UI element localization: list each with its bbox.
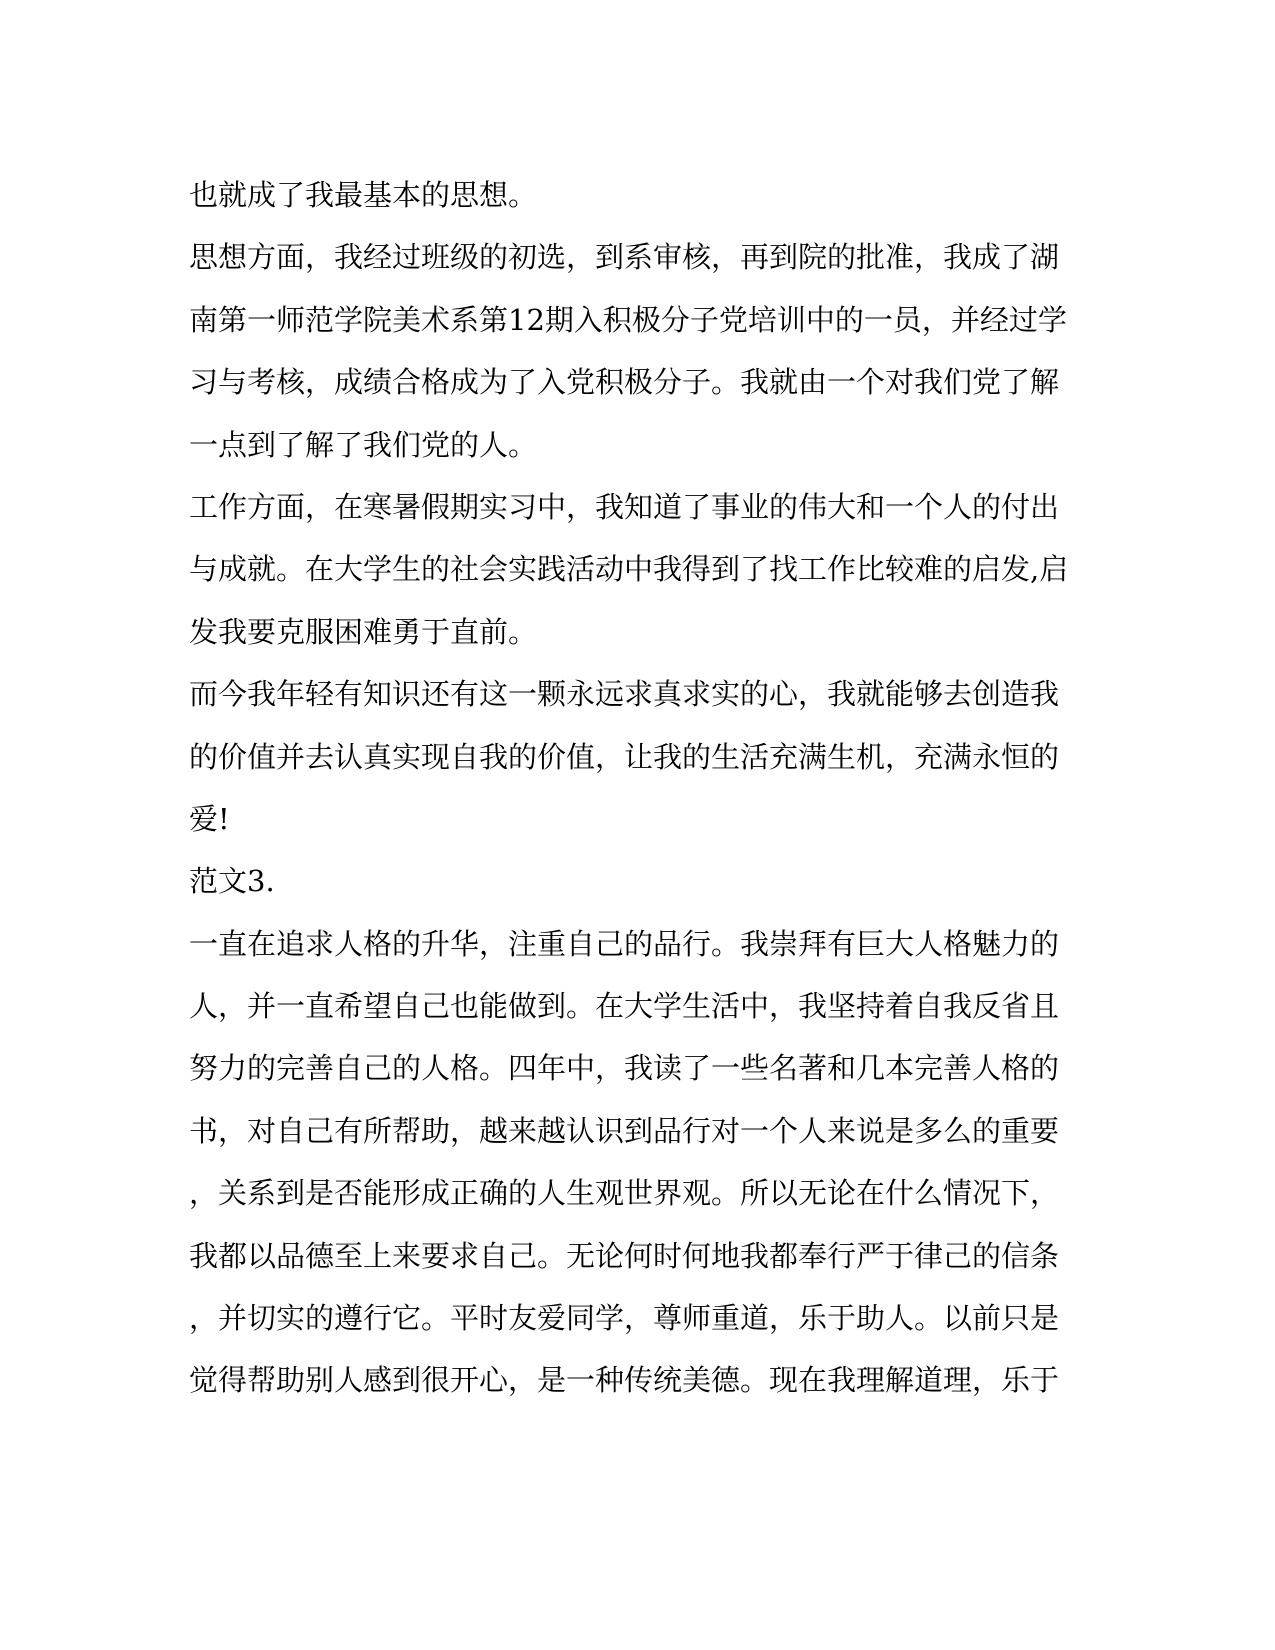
- text-line: 爱!: [189, 801, 230, 836]
- text-line: 发我要克服困难勇于直前。: [189, 614, 538, 649]
- document-body: [189, 164, 1069, 1412]
- text-line: 一点到了解了我们党的人。: [189, 427, 538, 462]
- text-line: 而今我年轻有知识还有这一颗永远求真求实的心，我就能够去创造我: [189, 677, 1060, 712]
- text-line: 也就成了我最基本的思想。: [189, 178, 538, 212]
- text-line: 习与考核，成绩合格成为了入党积极分子。我就由一个对我们党了解: [189, 365, 1060, 400]
- text-line: 一直在追求人格的升华，注重自己的品行。我崇拜有巨大人格魅力的: [189, 926, 1060, 961]
- section-heading: 范文3.: [189, 864, 275, 899]
- text-line: 我都以品德至上来要求自己。无论何时何地我都奉行严于律己的信条: [189, 1238, 1060, 1273]
- text-line: 南第一师范学院美术系第12期入积极分子党培训中的一员，并经过学: [189, 302, 1067, 337]
- text-line: ，关系到是否能形成正确的人生观世界观。所以无论在什么情况下，: [189, 1176, 1060, 1211]
- text-line: 思想方面，我经过班级的初选，到系审核，再到院的批准，我成了湖: [189, 240, 1060, 275]
- text-line: 的价值并去认真实现自我的价值，让我的生活充满生机，充满永恒的: [189, 739, 1060, 774]
- text-line: 努力的完善自己的人格。四年中，我读了一些名著和几本完善人格的: [189, 1051, 1060, 1086]
- text-line: 人，并一直希望自己也能做到。在大学生活中，我坚持着自我反省且: [189, 989, 1060, 1024]
- text-line: 书，对自己有所帮助，越来越认识到品行对一个人来说是多么的重要: [189, 1113, 1060, 1148]
- text-line: 觉得帮助别人感到很开心，是一种传统美德。现在我理解道理，乐于: [189, 1363, 1060, 1398]
- text-line: ，并切实的遵行它。平时友爱同学，尊师重道，乐于助人。以前只是: [189, 1301, 1060, 1336]
- text-line: 工作方面，在寒暑假期实习中，我知道了事业的伟大和一个人的付出: [189, 489, 1060, 524]
- text-line: 与成就。在大学生的社会实践活动中我得到了找工作比较难的启发,启: [189, 552, 1069, 587]
